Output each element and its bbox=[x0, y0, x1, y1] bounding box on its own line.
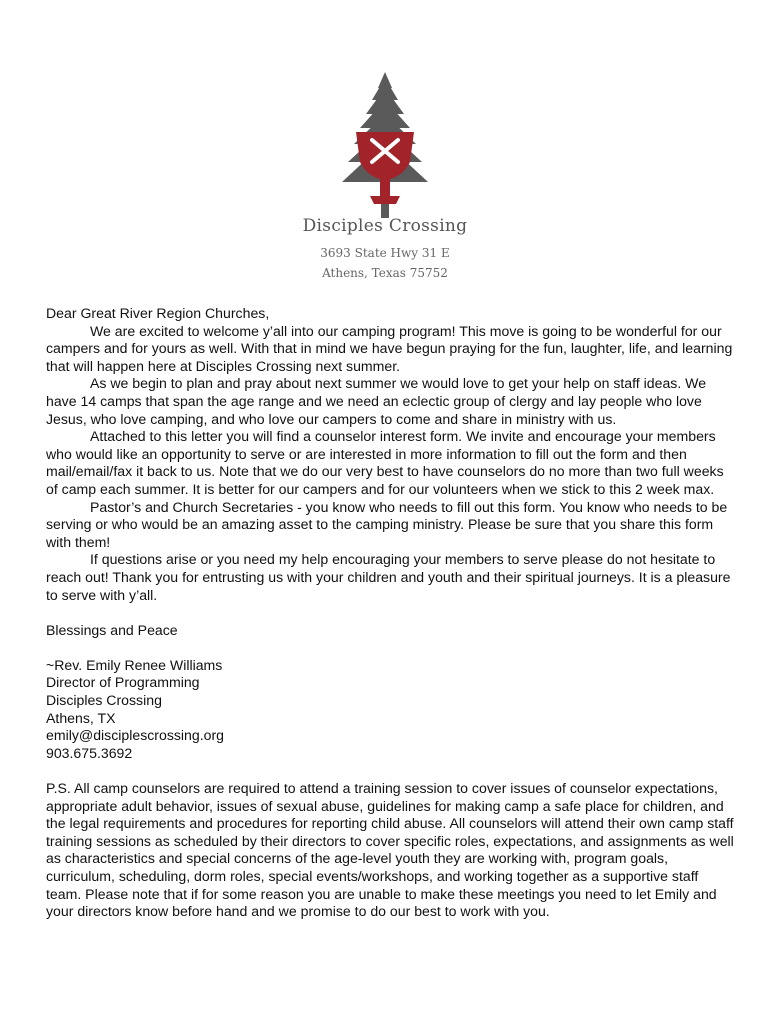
signature-name: ~Rev. Emily Renee Williams bbox=[46, 656, 223, 673]
tree-chalice-logo bbox=[330, 70, 440, 220]
signature-email: emily@disciplescrossing.org bbox=[46, 727, 225, 744]
organization-name: Disciples Crossing bbox=[302, 216, 468, 236]
signature-location: Athens, TX bbox=[46, 709, 116, 726]
signature-block bbox=[46, 657, 736, 763]
address-line-2: Athens, Texas 75752 bbox=[322, 266, 448, 280]
letter-body bbox=[46, 305, 736, 921]
paragraph: Pastor’s and Church Secretaries - you know who needs to fill out this form. You know who needs to be serving or who would be an amazing asset to the camping ministry. Please be sure that you share this form with them! bbox=[46, 498, 728, 550]
chalice-icon bbox=[356, 132, 414, 204]
postscript: P.S. All camp counselors are required to attend a training session to cover issues of counselor expectations, appropriate adult behavior, issues of sexual abuse, guidelines for making camp a safe place for children, and the legal requirements and procedures for reporting child abuse. All counselors will attend their own camp staff training sessions as scheduled by their directors to cover specific roles, expectations, and assignments as well as characteristics and special concerns of the age-level youth they are working with, program goals, curriculum, scheduling, dorm roles, special events/workshops, and working together as a supportive staff team. Please note that if for some reason you are unable to make these meetings you need to let Emily and your directors know before hand and we promise to do our best to work with you. bbox=[46, 780, 734, 920]
paragraph: Attached to this letter you will find a counselor interest form. We invite and encourage your members who would like an opportunity to serve or are interested in more information to fill out the form and then mail/email/fax it back to us. Note that we do our very best to have counselors do no more than two full weeks of camp each summer. It is better for our campers and for our volunteers when we stick to this 2 week max. bbox=[46, 428, 724, 497]
closing: Blessings and Peace bbox=[46, 621, 178, 638]
signature-title: Director of Programming bbox=[46, 674, 200, 691]
salutation: Dear Great River Region Churches, bbox=[46, 305, 270, 321]
paragraph: We are excited to welcome y’all into our camping program! This move is going to be wonderful for our campers and for yours as well. With that in mind we have begun praying for the fun, laughter, life, and learning that will happen here at Disciples Crossing next summer. bbox=[46, 322, 733, 374]
paragraph: If questions arise or you need my help encouraging your members to serve please do not hesitate to reach out! Thank you for entrusting us with your children and youth and their spiritual journeys. It is a pleasure to serve with y’all. bbox=[46, 551, 731, 603]
signature-org: Disciples Crossing bbox=[46, 692, 162, 709]
paragraph: As we begin to plan and pray about next summer we would love to get your help on staff ideas. We have 14 camps that span the age range and we need an eclectic group of clergy and lay people who love Jesus, who love camping, and who love our campers to come and share in ministry with us. bbox=[46, 375, 707, 427]
signature-phone: 903.675.3692 bbox=[46, 744, 133, 761]
address-line-1: 3693 State Hwy 31 E bbox=[320, 246, 450, 260]
